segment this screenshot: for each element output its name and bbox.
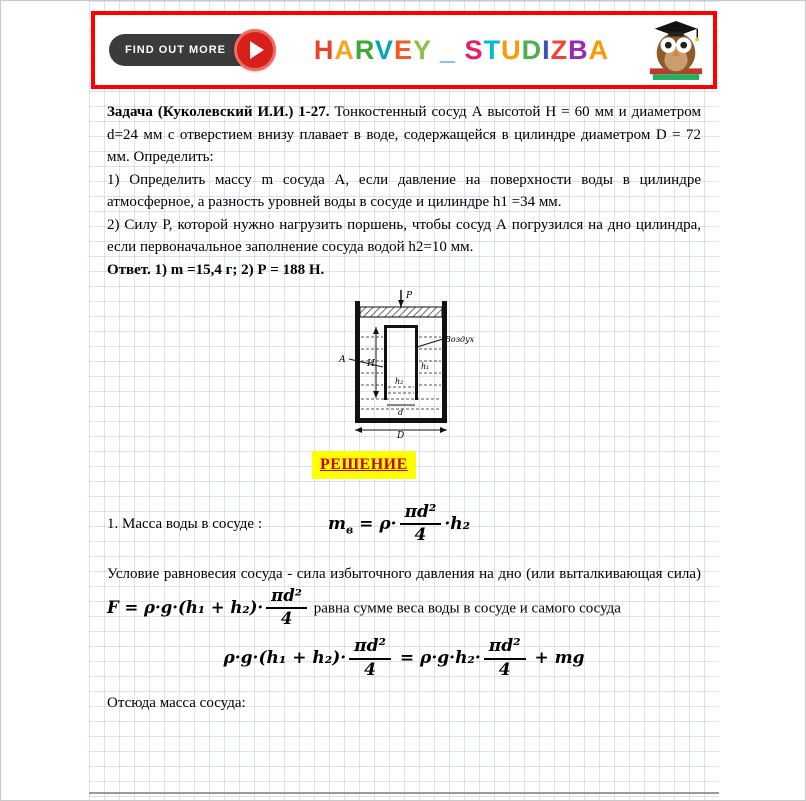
formula-equilibrium-display [107,637,701,680]
promo-banner[interactable] [91,11,717,89]
next-section-border [89,792,719,794]
brand-letter: H [313,34,335,65]
frac-numerator: πd² [484,637,526,660]
frac-numerator: πd² [266,587,307,609]
brand-letter: Z [550,34,569,65]
solution-step-1 [107,503,701,546]
frac-denominator: 4 [414,525,427,546]
document-content [89,89,719,715]
equilibrium-paragraph [107,562,701,629]
problem-item-1: 1) Определить массу m сосуда А, если давление на поверхности воды в цилиндре атмосферное, а разность уровней воды в сосуде и цилиндре h1 =34 мм. [107,171,701,210]
brand-letter: V [374,34,394,65]
brand-letter: B [568,34,589,65]
owl-icon [647,18,705,82]
equilibrium-text-after: равна сумме веса воды в сосуде и самого сосуда [310,600,621,617]
problem-item-2: 2) Силу Р, которой нужно нагрузить поршень, чтобы сосуд А погрузился на дно цилиндра, если первоначальное заполнение сосуда водой h2=10 мм. [107,216,701,255]
brand-letter: U [501,34,522,65]
play-triangle-icon [250,41,264,59]
step1-label: 1. Масса воды в сосуде : [107,515,262,532]
math-m: m [328,513,346,534]
math-m-subscript: в [346,522,354,536]
figure-label-a: А [339,355,346,365]
figure-label-p: P [406,291,413,301]
brand-letter: R [354,34,375,65]
brand-letter [456,35,465,65]
play-icon[interactable] [234,29,276,71]
fraction [484,637,526,680]
figure-label-h1: h₁ [421,362,430,371]
brand-letter: T [483,34,502,65]
math-plus-mg: + mg [528,648,585,669]
brand-letter: A [588,34,610,65]
figure-label-h: H [367,359,375,369]
math-dot-h2: ·h₂ [444,513,471,534]
frac-numerator: πd² [349,637,391,660]
frac-denominator: 4 [364,659,376,680]
equilibrium-text-before: Условие равновесия сосуда - сила избыточного давления на дно (или выталкивающая сила) [107,565,701,582]
figure-label-big-d: D [397,431,405,439]
math-lhs: ρ·g·(h₁ + h₂)· [223,648,347,669]
brand-letter: Y [412,34,432,65]
brand-letter: _ [440,34,457,65]
math-equals: = [353,513,380,534]
problem-answer: Ответ. 1) m =15,4 г; 2) Р = 188 Н. [107,261,325,278]
conclusion-text: Отсюда масса сосуда: [107,695,246,712]
brand-letter: D [521,34,543,65]
figure-label-d: d [398,408,404,417]
problem-intro: Тонкостенный сосуд А высотой H = 60 мм и диаметром d=24 мм с отверстием внизу плавает в воде, содержащейся в цилиндре диаметром D = 72 мм. Определить: [107,104,701,165]
figure-label-h2: h₂ [395,377,404,386]
brand-letter: E [393,34,413,65]
math-rhs: = ρ·g·h₂· [393,648,481,669]
math-rho: ρ· [379,513,397,534]
frac-denominator: 4 [498,659,511,680]
frac-numerator: πd² [400,503,442,526]
problem-title: Задача (Куколевский И.И.) 1-27. [107,104,330,120]
math-lhs: ρ·g·(h₁ + h₂)· [144,597,264,617]
fraction [400,503,442,546]
brand-letter: A [334,34,355,65]
brand-letter [431,35,440,65]
brand-title [276,35,647,66]
brand-letter: I [542,34,551,65]
owl-logo [647,18,705,82]
formula-buoyancy-inline [107,586,310,629]
solution-heading-row [312,451,701,479]
fraction [266,587,307,629]
vessel-diagram [329,287,479,439]
formula-water-mass [328,503,470,546]
fraction [349,637,391,680]
problem-statement [107,101,701,169]
find-out-more-label: FIND OUT MORE [109,34,256,66]
document-page [89,1,719,801]
brand-letter: S [464,34,484,65]
frac-denominator: 4 [280,609,293,629]
math-F: F = [107,597,145,617]
figure-diagram [329,287,479,447]
figure-label-air: Воздух [445,335,475,344]
solution-heading: РЕШЕНИЕ [312,451,416,479]
find-out-more-button[interactable] [109,29,276,71]
